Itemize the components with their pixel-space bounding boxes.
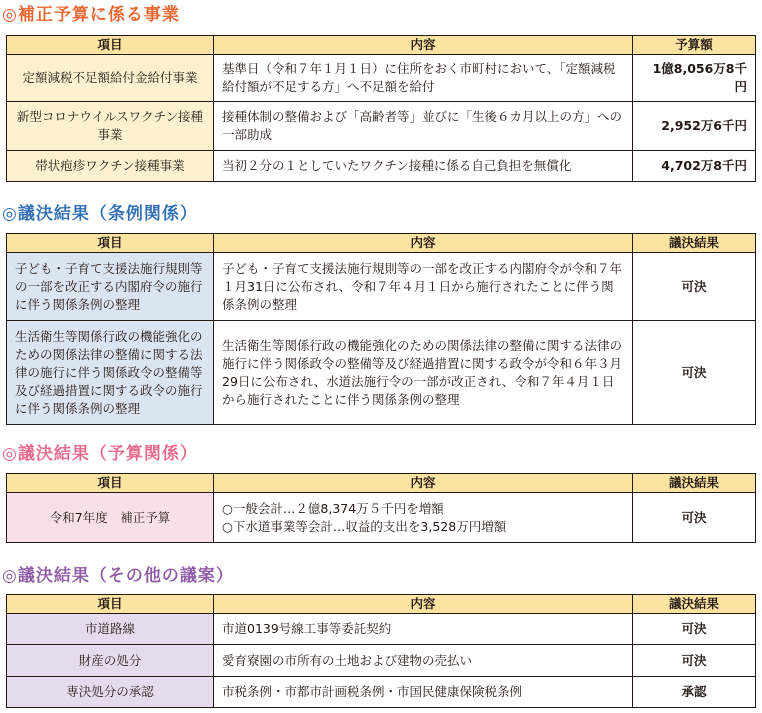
header-result: 議決結果: [633, 474, 756, 493]
header-item: 項目: [7, 36, 214, 55]
content-line: ○下水道事業等会計…収益的支出を3,528万円増額: [222, 518, 507, 534]
table-row: [7, 321, 756, 425]
table-row: [7, 493, 756, 543]
supplementary-budget-table: [6, 35, 756, 182]
row-result: 可決: [633, 253, 756, 321]
row-result: 可決: [633, 493, 756, 543]
other-bills-table: [6, 594, 756, 708]
header-item: 項目: [7, 595, 214, 614]
row-result: 可決: [633, 645, 756, 677]
row-item: 専決処分の承認: [7, 677, 214, 708]
header-item: 項目: [7, 234, 214, 253]
section-title-budget-resolution: ◎議決結果（予算関係）: [2, 444, 198, 464]
row-result: 可決: [633, 321, 756, 425]
section-title-supplementary-budget: ◎補正予算に係る事業: [2, 5, 180, 25]
row-item: 市道路線: [7, 614, 214, 645]
header-budget: 予算額: [633, 36, 756, 55]
ordinance-table: [6, 233, 756, 425]
header-content: 内容: [214, 595, 633, 614]
row-content: 市道0139号線工事等委託契約: [214, 614, 633, 645]
header-result: 議決結果: [633, 595, 756, 614]
row-budget: 1億8,056万8千円: [633, 55, 756, 102]
row-result: 承認: [633, 677, 756, 708]
table-row: [7, 253, 756, 321]
row-item: 財産の処分: [7, 645, 214, 677]
row-budget: 2,952万6千円: [633, 102, 756, 151]
table-header-row: [7, 595, 756, 614]
row-item: 帯状疱疹ワクチン接種事業: [7, 151, 214, 182]
header-content: 内容: [214, 234, 633, 253]
table-header-row: [7, 234, 756, 253]
row-content: 接種体制の整備および「高齢者等」並びに「生後６カ月以上の方」への一部助成: [214, 102, 633, 151]
table-header-row: [7, 36, 756, 55]
table-row: [7, 102, 756, 151]
table-row: [7, 55, 756, 102]
row-content: [214, 493, 633, 543]
row-content: 当初２分の１としていたワクチン接種に係る自己負担を無償化: [214, 151, 633, 182]
table-row: [7, 677, 756, 708]
row-content: 子ども・子育て支援法施行規則等の一部を改正する内閣府令が令和７年１月31日に公布され、令和７年４月１日から施行されたことに伴う関係条例の整理: [214, 253, 633, 321]
row-content: 生活衛生等関係行政の機能強化のための関係法律の整備に関する法律の施行に伴う関係政令の整備等及び経過措置に関する政令が令和６年３月29日に公布され、水道法施行令の一部が改正され、令和７年４月１日から施行されたことに伴う関係条例の整理: [214, 321, 633, 425]
header-item: 項目: [7, 474, 214, 493]
section-title-other-bills: ◎議決結果（その他の議案）: [2, 566, 234, 586]
header-content: 内容: [214, 36, 633, 55]
row-item: 生活衛生等関係行政の機能強化のための関係法律の整備に関する法律の施行に伴う関係政令の整備等及び経過措置に関する政令の施行に伴う関係条例の整理: [7, 321, 214, 425]
table-header-row: [7, 474, 756, 493]
budget-resolution-table: [6, 473, 756, 543]
content-line: ○一般会計…２億8,374万５千円を増額: [222, 500, 444, 516]
section-title-ordinance: ◎議決結果（条例関係）: [2, 204, 198, 224]
row-result: 可決: [633, 614, 756, 645]
table-row: [7, 151, 756, 182]
row-budget: 4,702万8千円: [633, 151, 756, 182]
row-content: 市税条例・市都市計画税条例・市国民健康保険税条例: [214, 677, 633, 708]
header-content: 内容: [214, 474, 633, 493]
table-row: [7, 645, 756, 677]
header-result: 議決結果: [633, 234, 756, 253]
row-item: 令和7年度 補正予算: [7, 493, 214, 543]
table-row: [7, 614, 756, 645]
row-item: 定額減税不足額給付金給付事業: [7, 55, 214, 102]
row-item: 子ども・子育て支援法施行規則等の一部を改正する内閣府令の施行に伴う関係条例の整理: [7, 253, 214, 321]
row-content: 基準日（令和７年１月１日）に住所をおく市町村において、「定額減税給付額が不足する方」へ不足額を給付: [214, 55, 633, 102]
row-item: 新型コロナウイルスワクチン接種事業: [7, 102, 214, 151]
row-content: 愛育寮園の市所有の土地および建物の売払い: [214, 645, 633, 677]
